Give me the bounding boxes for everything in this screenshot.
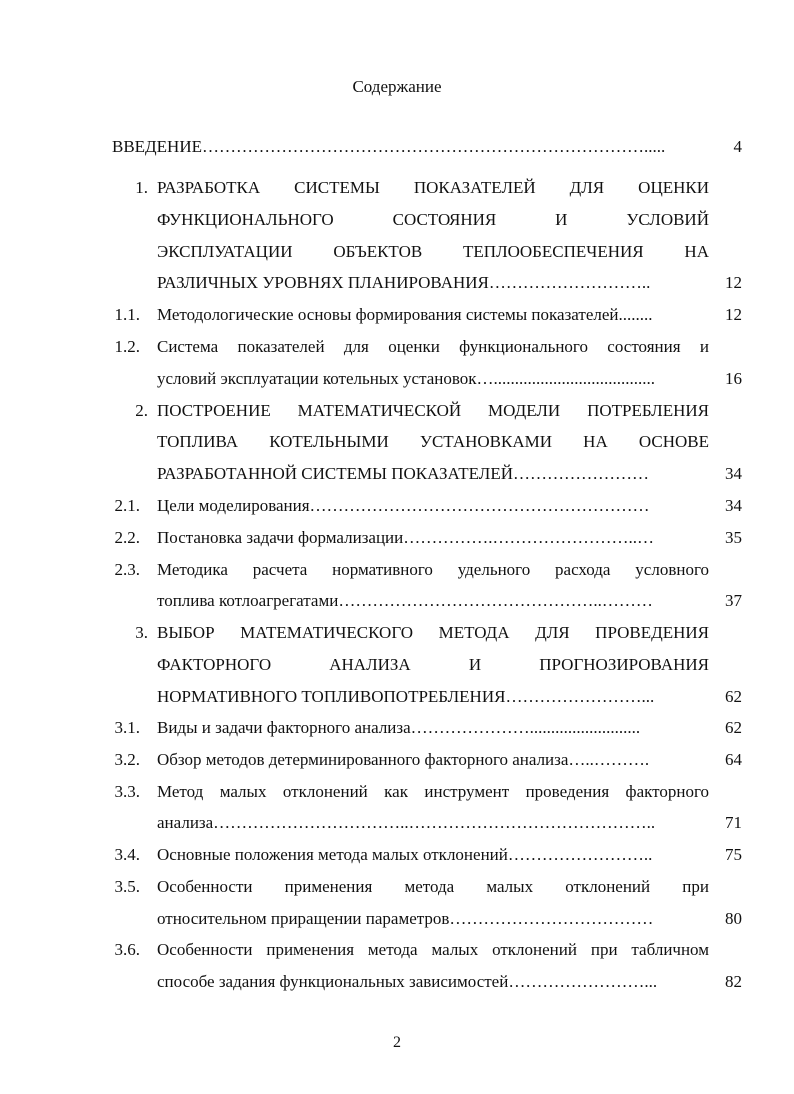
toc-entry-number: 3.1. (114, 718, 140, 737)
toc-entry-line: Методика расчета нормативного удельного расхода условного (157, 560, 709, 579)
toc-entry-number: 1.1. (114, 305, 140, 324)
toc-entry-title[interactable]: Цели моделирования…………………………………………………… (157, 496, 650, 515)
toc-page-number: 34 (725, 496, 742, 515)
toc-entry-title[interactable]: Основные положения метода малых отклонений…………………….. (157, 845, 653, 864)
toc-page-number: 64 (725, 750, 742, 769)
page-title: Содержание (352, 77, 442, 96)
toc-page-number: 80 (725, 909, 742, 928)
toc-entry-title[interactable]: способе задания функциональных зависимостей……………………... (157, 972, 658, 991)
page-number-footer: 2 (393, 1034, 401, 1051)
toc-entry-number: 1.2. (114, 337, 140, 356)
toc-entry-title[interactable]: РАЗЛИЧНЫХ УРОВНЯХ ПЛАНИРОВАНИЯ……………………….. (157, 273, 651, 292)
toc-entry-line: ЭКСПЛУАТАЦИИ ОБЪЕКТОВ ТЕПЛООБЕСПЕЧЕНИЯ НА (157, 242, 709, 261)
toc-entry-number: 2.2. (114, 528, 140, 547)
toc-entry-number: 2.1. (114, 496, 140, 515)
toc-page-number: 75 (725, 845, 742, 864)
toc-entry-number: 3.6. (114, 940, 140, 959)
toc-entry-line: Особенности применения метода малых отклонений при табличном (157, 940, 709, 959)
toc-entry-title[interactable]: ВВЕДЕНИЕ……………………………………………………………………..... (112, 137, 666, 156)
toc-page-number: 82 (725, 972, 742, 991)
toc-entry-title[interactable]: Методологические основы формирования системы показателей........ (157, 305, 653, 324)
toc-page-number: 4 (733, 137, 742, 156)
toc-page-number: 71 (725, 813, 742, 832)
toc-page-number: 12 (725, 273, 742, 292)
toc-entry-line: ПОСТРОЕНИЕ МАТЕМАТИЧЕСКОЙ МОДЕЛИ ПОТРЕБЛЕНИЯ (157, 401, 709, 420)
toc-entry-number: 2. (135, 401, 148, 420)
toc-entry-line: ФУНКЦИОНАЛЬНОГО СОСТОЯНИЯ И УСЛОВИЙ (157, 210, 709, 229)
toc-entry-line: ФАКТОРНОГО АНАЛИЗА И ПРОГНОЗИРОВАНИЯ (157, 655, 709, 674)
toc-entry-number: 1. (135, 178, 148, 197)
toc-entry-title[interactable]: НОРМАТИВНОГО ТОПЛИВОПОТРЕБЛЕНИЯ……………………... (157, 687, 655, 706)
toc-entry-line: ТОПЛИВА КОТЕЛЬНЫМИ УСТАНОВКАМИ НА ОСНОВЕ (157, 432, 709, 451)
toc-entry-line: Особенности применения метода малых отклонений при (157, 877, 709, 896)
toc-entry-title[interactable]: относительном приращении параметров……………………………… (157, 909, 654, 928)
toc-page-number: 35 (725, 528, 742, 547)
toc-entry-number: 2.3. (114, 560, 140, 579)
toc-entry-title[interactable]: условий эксплуатации котельных установок…...................................... (157, 369, 656, 388)
toc-entry-number: 3.2. (114, 750, 140, 769)
toc-page-number: 16 (725, 369, 742, 388)
toc-page-number: 12 (725, 305, 742, 324)
toc-entry-number: 3.3. (114, 782, 140, 801)
toc-entry-title[interactable]: анализа……………………………..…………………………………….. (157, 813, 656, 832)
toc-entry-number: 3.5. (114, 877, 140, 896)
toc-entry-number: 3.4. (114, 845, 140, 864)
toc-page-number: 62 (725, 718, 742, 737)
toc-page-number: 62 (725, 687, 742, 706)
toc-entry-title[interactable]: РАЗРАБОТАННОЙ СИСТЕМЫ ПОКАЗАТЕЛЕЙ…………………… (157, 464, 649, 483)
toc-entry-title[interactable]: Виды и задачи факторного анализа………………….......................... (157, 718, 641, 737)
toc-entry-line: Система показателей для оценки функционального состояния и (157, 337, 709, 356)
toc-entry-line: ВЫБОР МАТЕМАТИЧЕСКОГО МЕТОДА ДЛЯ ПРОВЕДЕНИЯ (157, 623, 709, 642)
toc-entry-line: РАЗРАБОТКА СИСТЕМЫ ПОКАЗАТЕЛЕЙ ДЛЯ ОЦЕНКИ (157, 178, 709, 197)
toc-entry-number: 3. (135, 623, 148, 642)
toc-entry-title[interactable]: топлива котлоагрегатами………………………………………..……… (157, 591, 653, 610)
toc-page-number: 37 (725, 591, 742, 610)
toc-entry-line: Метод малых отклонений как инструмент проведения факторного (157, 782, 709, 801)
toc-entry-title[interactable]: Постановка задачи формализации…………….……………………..… (157, 528, 655, 547)
toc-entry-title[interactable]: Обзор методов детерминированного факторного анализа…..………. (157, 750, 650, 769)
toc-page-number: 34 (725, 464, 742, 483)
